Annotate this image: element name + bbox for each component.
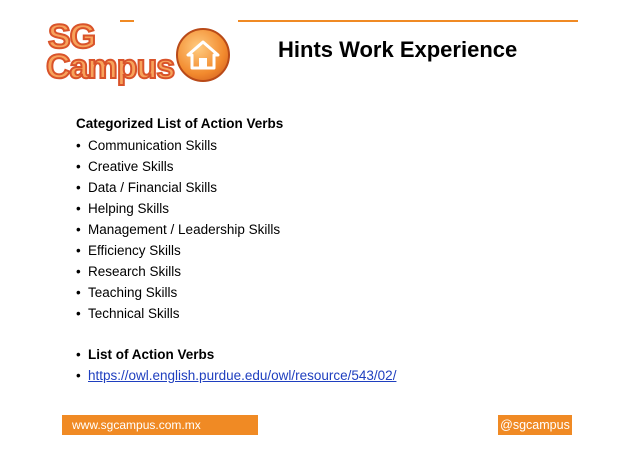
bullet-icon: • [76,285,81,300]
list-item: • Research Skills [76,261,596,282]
spacer [76,324,596,344]
skills-list [76,135,596,324]
footer-handle: @sgcampus [498,415,572,435]
list-item: • Data / Financial Skills [76,177,596,198]
house-icon [176,28,230,82]
bullet-icon: • [76,347,81,362]
list-item-link [76,365,596,386]
page-title: Hints Work Experience [278,37,518,62]
logo-text-sg: SG [48,18,96,56]
section-heading: Categorized List of Action Verbs [76,116,284,131]
logo-text-campus: Campus [46,48,175,86]
list-item: • Management / Leadership Skills [76,219,596,240]
bullet-icon: • [76,264,81,279]
list-item: • Efficiency Skills [76,240,596,261]
bullet-icon: • [76,368,81,383]
bullet-icon: • [76,222,81,237]
list-item: • Technical Skills [76,303,596,324]
footer-website: www.sgcampus.com.mx [62,415,258,435]
header-divider [238,20,578,22]
list-item: • Teaching Skills [76,282,596,303]
bullet-icon: • [76,201,81,216]
bullet-icon: • [76,159,81,174]
purdue-owl-link[interactable]: https://owl.english.purdue.edu/owl/resource/543/02/ [88,368,397,383]
bullet-icon: • [76,180,81,195]
list-item: • Creative Skills [76,156,596,177]
resources-list [76,344,596,386]
bullet-icon: • [76,306,81,321]
slide-content [76,114,596,386]
list-item: • Communication Skills [76,135,596,156]
header-divider-left [120,20,134,22]
bullet-icon: • [76,243,81,258]
list-item: • Helping Skills [76,198,596,219]
footer [62,415,572,435]
logo [42,14,238,90]
list-item-action-verbs: • List of Action Verbs [76,344,596,365]
bullet-icon: • [76,138,81,153]
